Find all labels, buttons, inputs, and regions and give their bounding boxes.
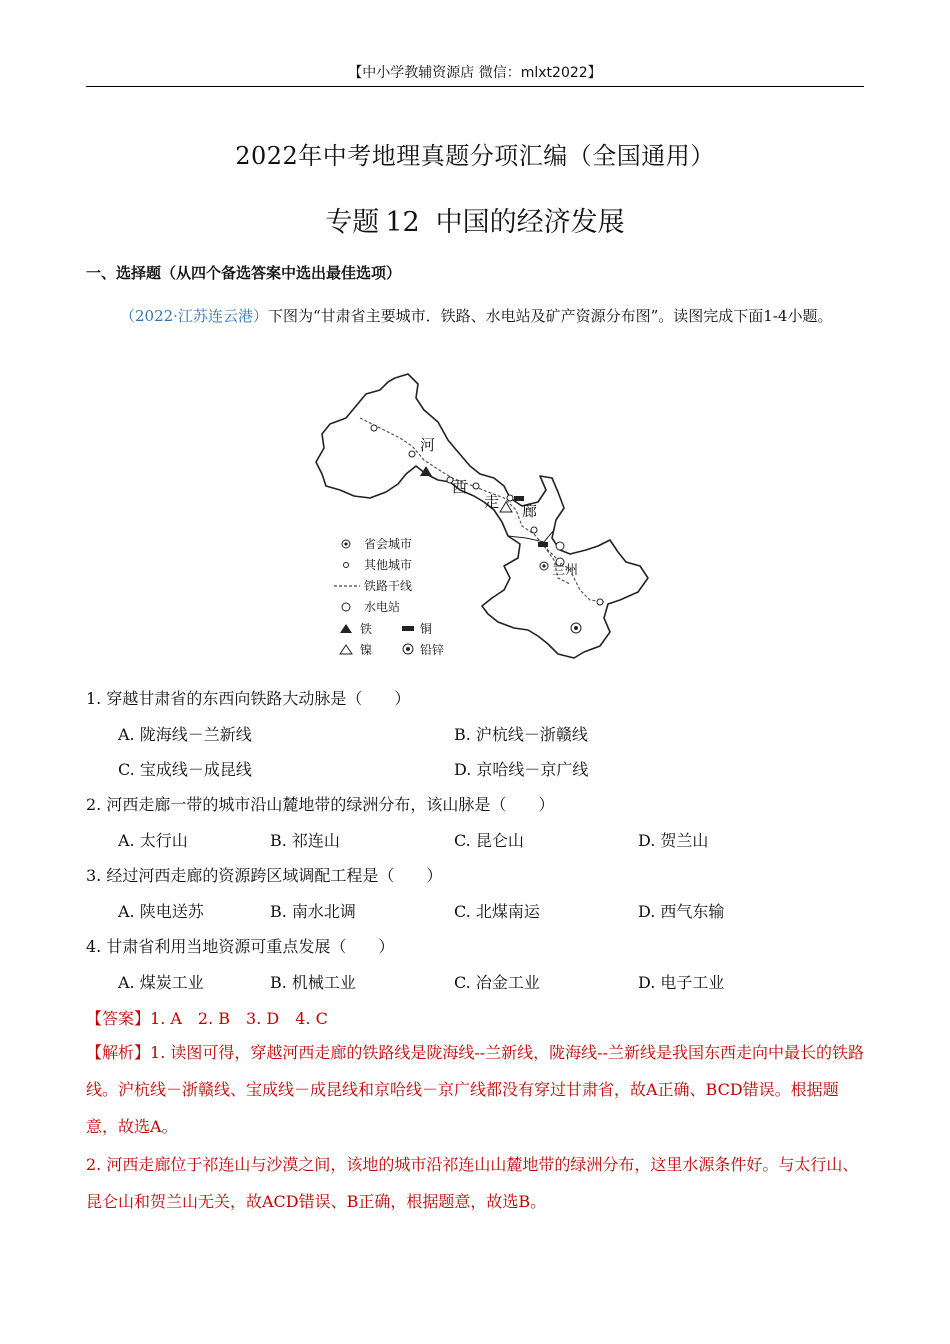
q3-option-c: C. 北煤南运	[454, 902, 540, 921]
legend-hydro-icon	[342, 603, 350, 611]
legend-iron-icon	[340, 624, 352, 633]
analysis-text-1: 1. 读图可得，穿越河西走廊的铁路线是陇海线--兰新线，陇海线--兰新线是我国东西走向中最长的铁路线。沪杭线－浙赣线、宝成线－成昆线和京哈线－京广线都没有穿过甘肃省，故A正确、BCD错误。根据题意，故选A。	[86, 1043, 864, 1136]
city-marker	[371, 425, 377, 431]
city-marker	[507, 495, 513, 501]
topic-prefix: 专题	[325, 207, 380, 238]
map-label-lanzhou: 兰州	[552, 563, 579, 578]
analysis-text-2: 2. 河西走廊位于祁连山与沙漠之间，该地的城市沿祁连山山麓地带的绿洲分布，这里水源条件好。与太行山、昆仑山和贺兰山无关，故ACD错误、B正确，根据题意，故选B。	[86, 1155, 859, 1211]
q1-option-c: C. 宝成线－成昆线	[118, 760, 252, 779]
q3-option-d: D. 西气东输	[638, 902, 725, 921]
topic-number: 12	[385, 207, 420, 238]
map-label-zou: 走	[484, 493, 500, 511]
header-rule	[86, 86, 864, 87]
page-header: 【中小学教辅资源店 微信：mlxt2022】	[348, 65, 602, 81]
q4-option-d: D. 电子工业	[638, 973, 725, 992]
question-4: 4. 甘肃省利用当地资源可重点发展（ ）	[86, 937, 395, 956]
q4-option-c: C. 冶金工业	[454, 973, 540, 992]
answer-text: 1. A 2. B 3. D 4. C	[150, 1009, 328, 1028]
legend-copper: 铜	[420, 622, 433, 636]
city-marker	[409, 451, 415, 457]
copper-marker	[538, 542, 548, 547]
topic-title	[86, 200, 864, 239]
q3-option-a: A. 陕电送苏	[118, 902, 204, 921]
answer-line	[86, 1006, 328, 1029]
legend-nickel-icon	[340, 645, 352, 654]
topic-name: 中国的经济发展	[435, 207, 625, 238]
q4-option-b: B. 机械工业	[270, 973, 356, 992]
map-label-xi: 西	[452, 478, 468, 496]
question-intro	[86, 298, 866, 335]
analysis-label: 【解析】	[86, 1043, 151, 1062]
q4-option-a: A. 煤炭工业	[118, 973, 204, 992]
analysis-paragraph-1	[86, 1034, 866, 1145]
section-heading: 一、选择题（从四个备选答案中选出最佳选项）	[86, 264, 402, 282]
legend-leadzinc: 铅锌	[420, 643, 445, 657]
q3-option-b: B. 南水北调	[270, 902, 356, 921]
question-1: 1. 穿越甘肃省的东西向铁路大动脉是（ ）	[86, 689, 411, 708]
legend-city: 其他城市	[364, 558, 413, 572]
question-source: （2022·江苏连云港）	[120, 307, 268, 325]
legend-iron: 铁	[360, 622, 373, 636]
city-marker	[531, 527, 537, 533]
question-2: 2. 河西走廊一带的城市沿山麓地带的绿洲分布，该山脉是（ ）	[86, 795, 555, 814]
q2-option-a: A. 太行山	[118, 831, 188, 850]
city-marker	[597, 599, 603, 605]
map-label-he: 河	[420, 436, 436, 454]
intro-text: 下图为“甘肃省主要城市．铁路、水电站及矿产资源分布图”。读图完成下面1-4小题。	[267, 307, 833, 325]
legend-capital: 省会城市	[364, 537, 413, 551]
q1-option-b: B. 沪杭线－浙赣线	[454, 725, 588, 744]
q1-option-a: A. 陇海线－兰新线	[118, 725, 252, 744]
q2-option-c: C. 昆仑山	[454, 831, 524, 850]
hydropower-marker	[556, 542, 564, 550]
answer-label: 【答案】	[86, 1009, 151, 1028]
analysis-paragraph-2	[86, 1146, 866, 1220]
gansu-map	[308, 370, 658, 662]
legend-copper-icon	[402, 626, 414, 631]
capital-dot	[542, 564, 545, 567]
map-legend	[334, 536, 444, 657]
legend-city-icon	[344, 563, 349, 568]
province-outline	[316, 374, 648, 658]
q2-option-b: B. 祁连山	[270, 831, 340, 850]
leadzinc-dot	[574, 626, 578, 630]
question-3: 3. 经过河西走廊的资源跨区域调配工程是（ ）	[86, 866, 443, 885]
legend-rail: 铁路干线	[364, 579, 413, 593]
legend-hydro: 水电站	[364, 600, 401, 614]
q1-option-d: D. 京哈线－京广线	[454, 760, 589, 779]
copper-marker	[514, 496, 524, 501]
legend-nickel: 镍	[360, 643, 373, 657]
q2-option-d: D. 贺兰山	[638, 831, 709, 850]
city-marker	[473, 483, 479, 489]
document-title: 2022年中考地理真题分项汇编（全国通用）	[235, 142, 715, 170]
map-label-lang: 廊	[522, 502, 538, 520]
